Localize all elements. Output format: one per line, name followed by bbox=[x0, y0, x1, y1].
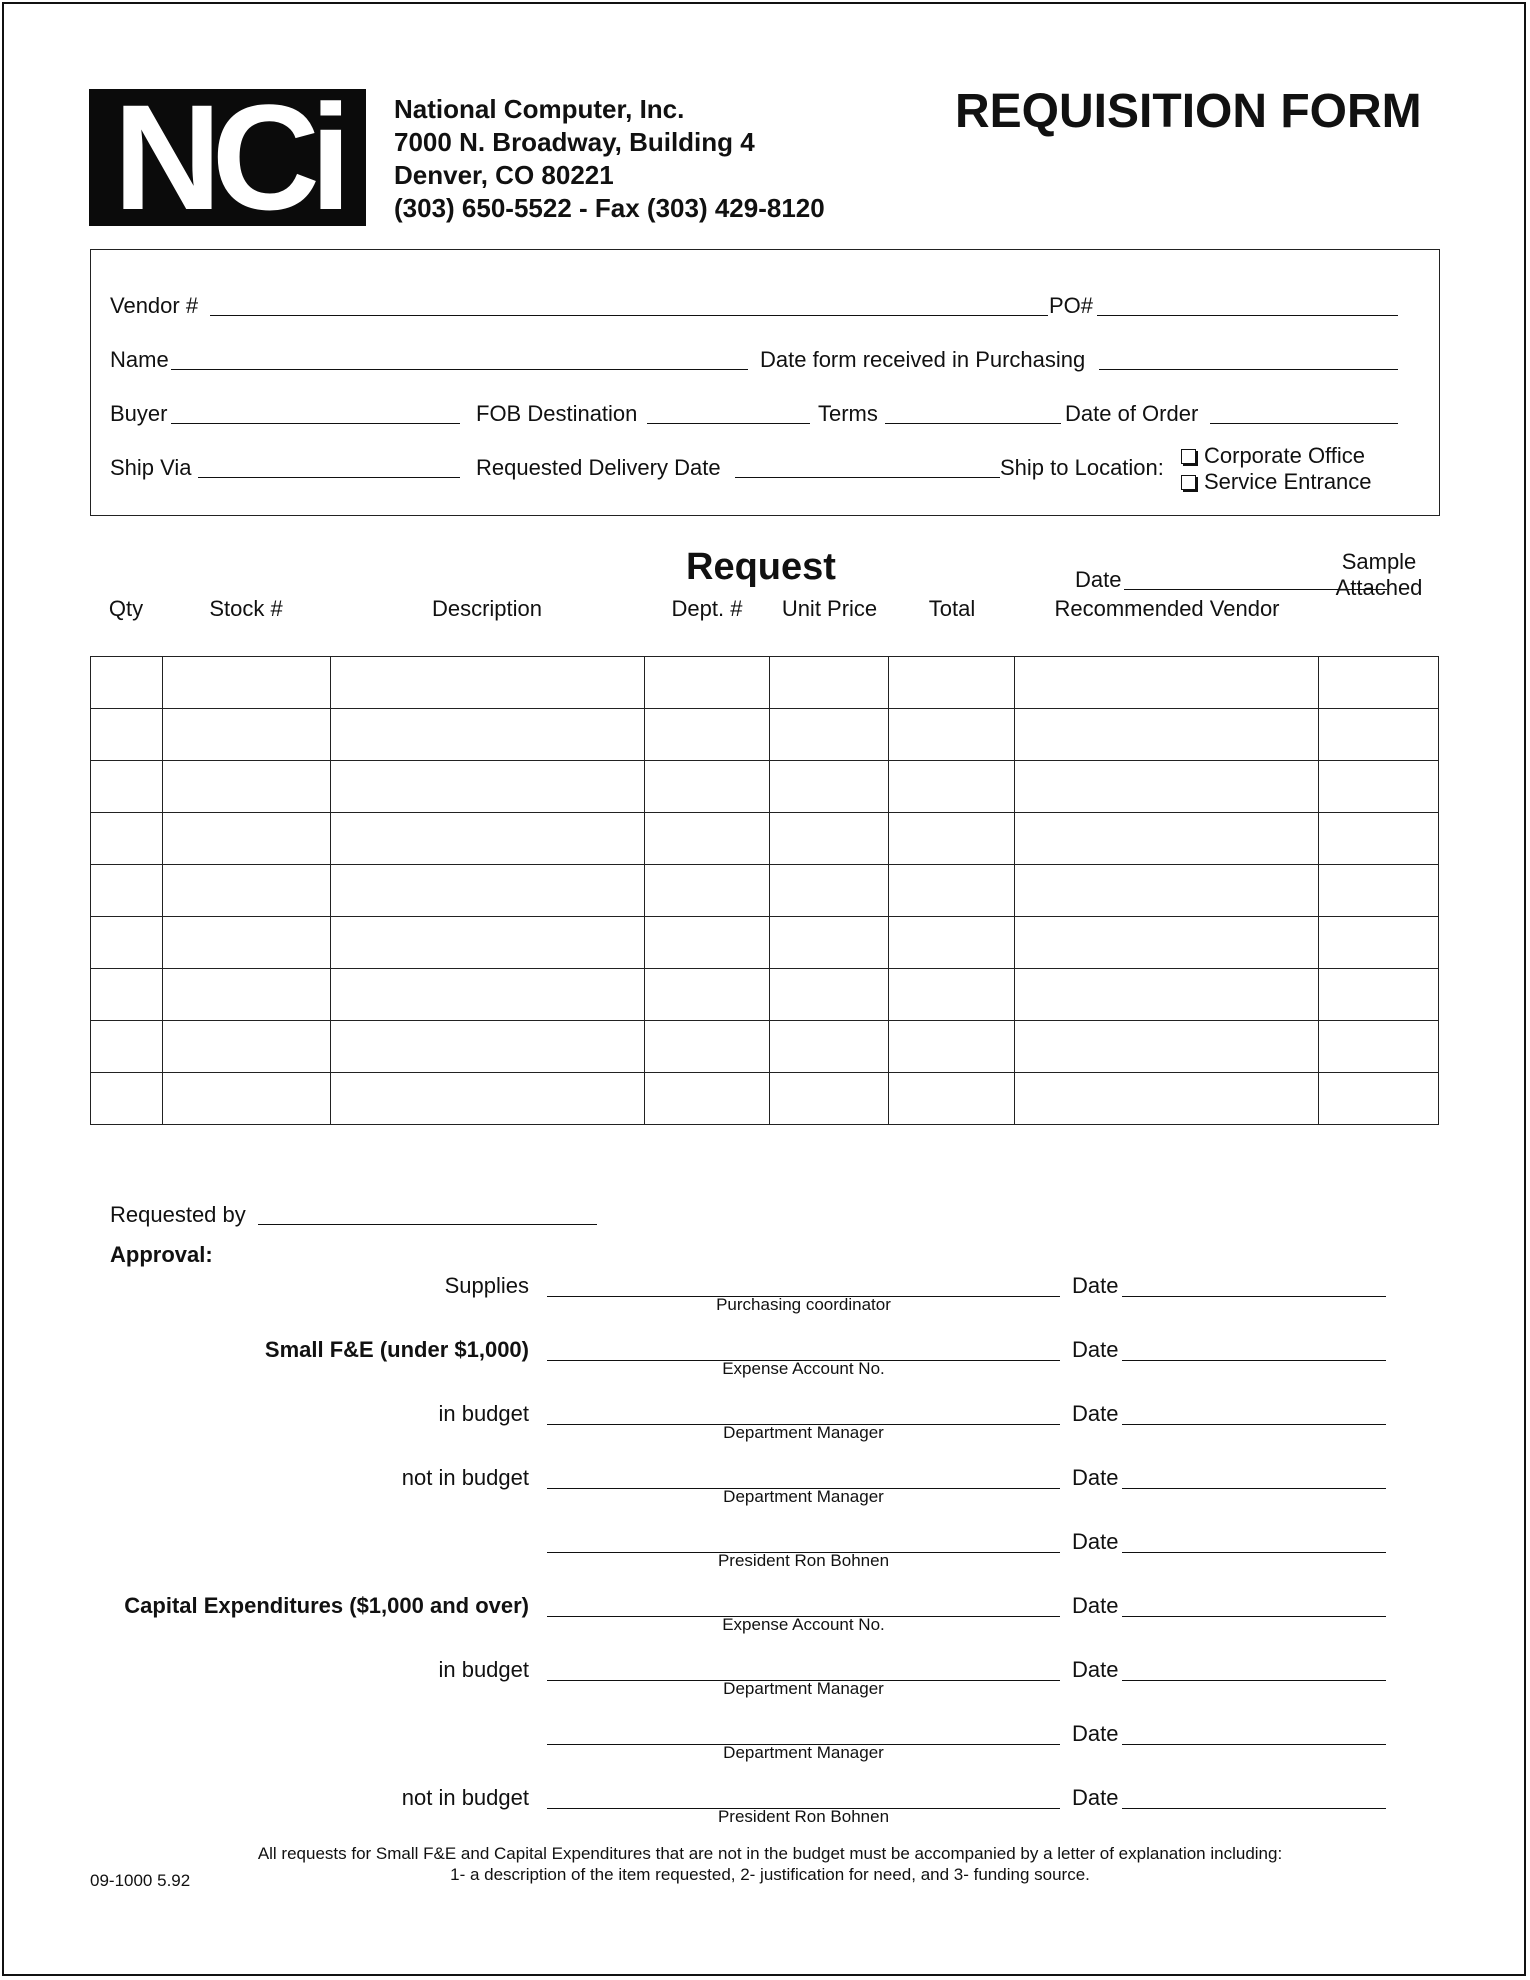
requested-by-label: Requested by bbox=[110, 1202, 246, 1227]
request-row bbox=[91, 709, 1439, 761]
request-cell[interactable] bbox=[162, 761, 330, 813]
company-address-line2: Denver, CO 80221 bbox=[394, 160, 614, 190]
signature-caption: Department Manager bbox=[723, 1423, 884, 1442]
request-cell[interactable] bbox=[162, 969, 330, 1021]
requested-delivery-field[interactable] bbox=[735, 477, 1000, 478]
request-cell[interactable] bbox=[162, 1073, 330, 1125]
request-cell[interactable] bbox=[330, 1073, 644, 1125]
date-of-order-label: Date of Order bbox=[1065, 401, 1199, 426]
company-address-line1: 7000 N. Broadway, Building 4 bbox=[394, 127, 755, 157]
col-recommended-vendor: Recommended Vendor bbox=[1054, 596, 1280, 621]
request-cell[interactable] bbox=[1015, 865, 1319, 917]
request-row bbox=[91, 1021, 1439, 1073]
request-cell[interactable] bbox=[1319, 1021, 1439, 1073]
request-cell[interactable] bbox=[91, 1073, 163, 1125]
company-name: National Computer, Inc. bbox=[394, 94, 685, 124]
request-row bbox=[91, 865, 1439, 917]
request-cell[interactable] bbox=[330, 865, 644, 917]
ship-to-label: Ship to Location: bbox=[1000, 455, 1164, 480]
approval-date-label: Date bbox=[1072, 1401, 1119, 1426]
request-cell[interactable] bbox=[889, 1073, 1015, 1125]
request-cell[interactable] bbox=[162, 657, 330, 709]
request-cell[interactable] bbox=[889, 657, 1015, 709]
checkbox-icon[interactable] bbox=[1181, 449, 1196, 464]
request-cell[interactable] bbox=[162, 813, 330, 865]
request-row bbox=[91, 657, 1439, 709]
form-title: REQUISITION FORM bbox=[955, 85, 1422, 138]
date-received-label: Date form received in Purchasing bbox=[760, 347, 1086, 372]
request-cell[interactable] bbox=[644, 865, 770, 917]
approval-date-field[interactable] bbox=[1122, 1552, 1386, 1553]
request-cell[interactable] bbox=[644, 1073, 770, 1125]
approval-date-label: Date bbox=[1072, 1465, 1119, 1490]
ship-via-field[interactable] bbox=[198, 477, 460, 478]
request-cell[interactable] bbox=[770, 761, 889, 813]
name-label: Name bbox=[110, 347, 169, 372]
request-cell[interactable] bbox=[1319, 917, 1439, 969]
request-cell[interactable] bbox=[330, 917, 644, 969]
request-cell[interactable] bbox=[1319, 813, 1439, 865]
request-cell[interactable] bbox=[889, 865, 1015, 917]
requested-delivery-label: Requested Delivery Date bbox=[476, 455, 721, 480]
form-code: 09-1000 5.92 bbox=[90, 1871, 191, 1890]
request-cell[interactable] bbox=[644, 813, 770, 865]
request-cell[interactable] bbox=[1015, 1021, 1319, 1073]
approval-date-label: Date bbox=[1072, 1337, 1119, 1362]
request-cell[interactable] bbox=[770, 865, 889, 917]
approval-date-field[interactable] bbox=[1122, 1488, 1386, 1489]
request-cell[interactable] bbox=[162, 1021, 330, 1073]
request-cell[interactable] bbox=[644, 917, 770, 969]
approval-label: Capital Expenditures ($1,000 and over) bbox=[124, 1593, 529, 1618]
col-stock: Stock # bbox=[209, 596, 283, 621]
fob-label: FOB Destination bbox=[476, 401, 638, 426]
signature-caption: Department Manager bbox=[723, 1487, 884, 1506]
request-cell[interactable] bbox=[330, 813, 644, 865]
signature-caption: Expense Account No. bbox=[722, 1359, 885, 1378]
request-cell[interactable] bbox=[644, 1021, 770, 1073]
request-cell[interactable] bbox=[889, 917, 1015, 969]
approval-label: in budget bbox=[438, 1401, 529, 1426]
terms-field[interactable] bbox=[885, 423, 1061, 424]
request-cell[interactable] bbox=[770, 1021, 889, 1073]
po-label: PO# bbox=[1049, 293, 1094, 318]
request-cell[interactable] bbox=[770, 657, 889, 709]
request-cell[interactable] bbox=[1015, 657, 1319, 709]
approval-label: in budget bbox=[438, 1657, 529, 1682]
request-table bbox=[90, 656, 1439, 1125]
request-cell[interactable] bbox=[1319, 761, 1439, 813]
signature-caption: Expense Account No. bbox=[722, 1615, 885, 1634]
request-cell[interactable] bbox=[91, 761, 163, 813]
ship-via-label: Ship Via bbox=[110, 455, 192, 480]
request-cell[interactable] bbox=[91, 969, 163, 1021]
request-cell[interactable] bbox=[91, 917, 163, 969]
request-cell[interactable] bbox=[330, 657, 644, 709]
company-phone-fax: (303) 650-5522 - Fax (303) 429-8120 bbox=[394, 193, 825, 223]
name-field[interactable] bbox=[171, 369, 748, 370]
approval-date-label: Date bbox=[1072, 1785, 1119, 1810]
request-cell[interactable] bbox=[1015, 709, 1319, 761]
request-cell[interactable] bbox=[889, 813, 1015, 865]
nci-logo: NCi bbox=[89, 89, 366, 226]
buyer-field[interactable] bbox=[171, 423, 460, 424]
signature-caption: President Ron Bohnen bbox=[717, 1807, 890, 1826]
date-received-field[interactable] bbox=[1099, 369, 1398, 370]
request-cell[interactable] bbox=[1015, 1073, 1319, 1125]
request-cell[interactable] bbox=[1015, 761, 1319, 813]
vendor-number-field[interactable] bbox=[210, 315, 1048, 316]
approval-date-label: Date bbox=[1072, 1657, 1119, 1682]
footnote-line1: All requests for Small F&E and Capital Expenditures that are not in the budget must be accompanied by a letter of explanation including: bbox=[257, 1844, 1283, 1863]
footnote-line2: 1- a description of the item requested, 2- justification for need, and 3- funding source. bbox=[450, 1865, 1090, 1884]
request-cell[interactable] bbox=[162, 917, 330, 969]
request-cell[interactable] bbox=[644, 761, 770, 813]
request-cell[interactable] bbox=[330, 709, 644, 761]
request-cell[interactable] bbox=[1015, 917, 1319, 969]
col-dept: Dept. # bbox=[671, 596, 743, 621]
ship-option-service[interactable]: Service Entrance bbox=[1181, 469, 1372, 495]
request-cell[interactable] bbox=[91, 1021, 163, 1073]
request-cell[interactable] bbox=[889, 709, 1015, 761]
request-cell[interactable] bbox=[1015, 813, 1319, 865]
col-qty: Qty bbox=[108, 596, 144, 621]
request-row bbox=[91, 1073, 1439, 1125]
approval-date-field[interactable] bbox=[1122, 1296, 1386, 1297]
request-title: Request bbox=[686, 546, 836, 588]
requested-by-field[interactable] bbox=[258, 1224, 597, 1225]
request-cell[interactable] bbox=[91, 657, 163, 709]
col-description: Description bbox=[431, 596, 543, 621]
request-cell[interactable] bbox=[1319, 709, 1439, 761]
vendor-label: Vendor # bbox=[110, 293, 199, 318]
request-cell[interactable] bbox=[330, 761, 644, 813]
request-cell[interactable] bbox=[644, 657, 770, 709]
ship-options bbox=[1181, 443, 1372, 495]
col-total: Total bbox=[928, 596, 976, 621]
po-number-field[interactable] bbox=[1097, 315, 1398, 316]
request-date-label: Date bbox=[1075, 567, 1122, 592]
approval-heading: Approval: bbox=[110, 1242, 213, 1267]
request-cell[interactable] bbox=[330, 1021, 644, 1073]
request-row bbox=[91, 969, 1439, 1021]
request-cell[interactable] bbox=[162, 709, 330, 761]
signature-caption: President Ron Bohnen bbox=[717, 1551, 890, 1570]
request-cell[interactable] bbox=[330, 969, 644, 1021]
request-cell[interactable] bbox=[889, 969, 1015, 1021]
col-unit-price: Unit Price bbox=[781, 596, 878, 621]
approval-date-field[interactable] bbox=[1122, 1360, 1386, 1361]
ship-option-corporate[interactable]: Corporate Office bbox=[1181, 443, 1372, 469]
approval-date-field[interactable] bbox=[1122, 1616, 1386, 1617]
terms-label: Terms bbox=[818, 401, 878, 426]
approval-date-label: Date bbox=[1072, 1593, 1119, 1618]
request-row bbox=[91, 761, 1439, 813]
signature-caption: Purchasing coordinator bbox=[716, 1295, 891, 1314]
request-cell[interactable] bbox=[91, 709, 163, 761]
request-cell[interactable] bbox=[162, 865, 330, 917]
request-cell[interactable] bbox=[644, 709, 770, 761]
approval-label: Supplies bbox=[444, 1273, 529, 1298]
approval-label: Small F&E (under $1,000) bbox=[264, 1337, 529, 1362]
request-cell[interactable] bbox=[1015, 969, 1319, 1021]
approval-date-field[interactable] bbox=[1122, 1424, 1386, 1425]
request-cell[interactable] bbox=[1319, 1073, 1439, 1125]
request-cell[interactable] bbox=[770, 813, 889, 865]
request-cell[interactable] bbox=[770, 709, 889, 761]
signature-caption: Department Manager bbox=[723, 1679, 884, 1698]
request-cell[interactable] bbox=[91, 813, 163, 865]
request-cell[interactable] bbox=[770, 1073, 889, 1125]
approval-label: not in budget bbox=[401, 1785, 529, 1810]
request-cell[interactable] bbox=[770, 969, 889, 1021]
approval-date-label: Date bbox=[1072, 1721, 1119, 1746]
request-cell[interactable] bbox=[644, 969, 770, 1021]
approval-date-field[interactable] bbox=[1122, 1744, 1386, 1745]
approval-label: not in budget bbox=[401, 1465, 529, 1490]
request-cell[interactable] bbox=[1319, 657, 1439, 709]
buyer-label: Buyer bbox=[110, 401, 168, 426]
signature-caption: Department Manager bbox=[723, 1743, 884, 1762]
request-cell[interactable] bbox=[889, 761, 1015, 813]
request-cell[interactable] bbox=[91, 865, 163, 917]
request-row bbox=[91, 813, 1439, 865]
approval-date-field[interactable] bbox=[1122, 1680, 1386, 1681]
fob-field[interactable] bbox=[647, 423, 810, 424]
request-row bbox=[91, 917, 1439, 969]
request-cell[interactable] bbox=[1319, 969, 1439, 1021]
request-cell[interactable] bbox=[1319, 865, 1439, 917]
approval-date-label: Date bbox=[1072, 1529, 1119, 1554]
approval-date-field[interactable] bbox=[1122, 1808, 1386, 1809]
request-cell[interactable] bbox=[889, 1021, 1015, 1073]
approval-date-label: Date bbox=[1072, 1273, 1119, 1298]
date-of-order-field[interactable] bbox=[1210, 423, 1398, 424]
checkbox-icon[interactable] bbox=[1181, 475, 1196, 490]
request-cell[interactable] bbox=[770, 917, 889, 969]
